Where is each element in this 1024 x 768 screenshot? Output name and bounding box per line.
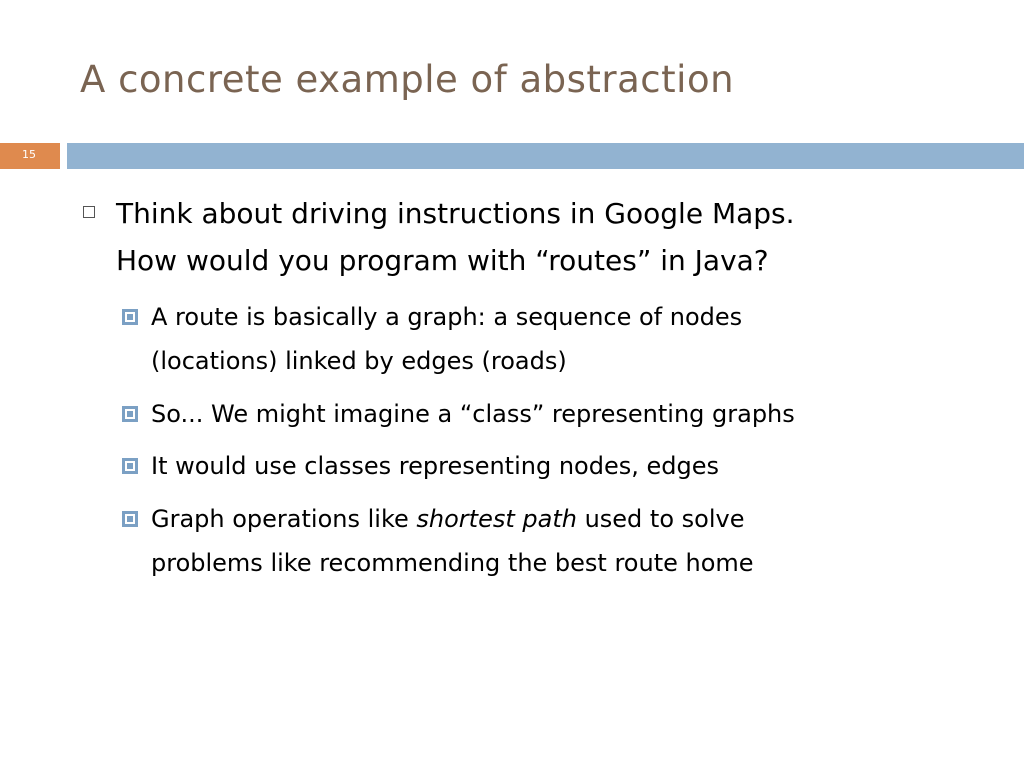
text-run: Graph operations like: [151, 505, 417, 533]
slide-number: 15: [22, 148, 36, 161]
hollow-square-bullet-icon: [83, 206, 95, 218]
sub-bullet-text: [151, 444, 991, 488]
sub-bullet-line: So... We might imagine a “class” representing graphs: [151, 400, 795, 428]
sub-bullet-text: [151, 392, 991, 436]
square-bullet-icon: [122, 406, 138, 422]
slide-number-box: [0, 143, 60, 169]
italic-term: shortest path: [416, 505, 577, 533]
sub-bullet-line: [151, 497, 991, 541]
header-bar: [67, 143, 1024, 169]
sub-bullet-line: problems like recommending the best route home: [151, 549, 754, 577]
sub-bullet-line: (locations) linked by edges (roads): [151, 347, 567, 375]
main-bullet-text: [116, 190, 976, 284]
sub-bullet-text: [151, 295, 991, 383]
sub-bullet-line: It would use classes representing nodes, edges: [151, 452, 719, 480]
sub-bullet-text: [151, 497, 991, 585]
main-bullet-line: Think about driving instructions in Google Maps.: [116, 197, 795, 230]
square-bullet-icon: [122, 511, 138, 527]
square-bullet-icon: [122, 458, 138, 474]
sub-bullet-line: A route is basically a graph: a sequence of nodes: [151, 303, 743, 331]
slide-title: A concrete example of abstraction: [80, 58, 735, 101]
text-run: used to solve: [576, 505, 745, 533]
square-bullet-icon: [122, 309, 138, 325]
main-bullet-line: How would you program with “routes” in Java?: [116, 244, 769, 277]
